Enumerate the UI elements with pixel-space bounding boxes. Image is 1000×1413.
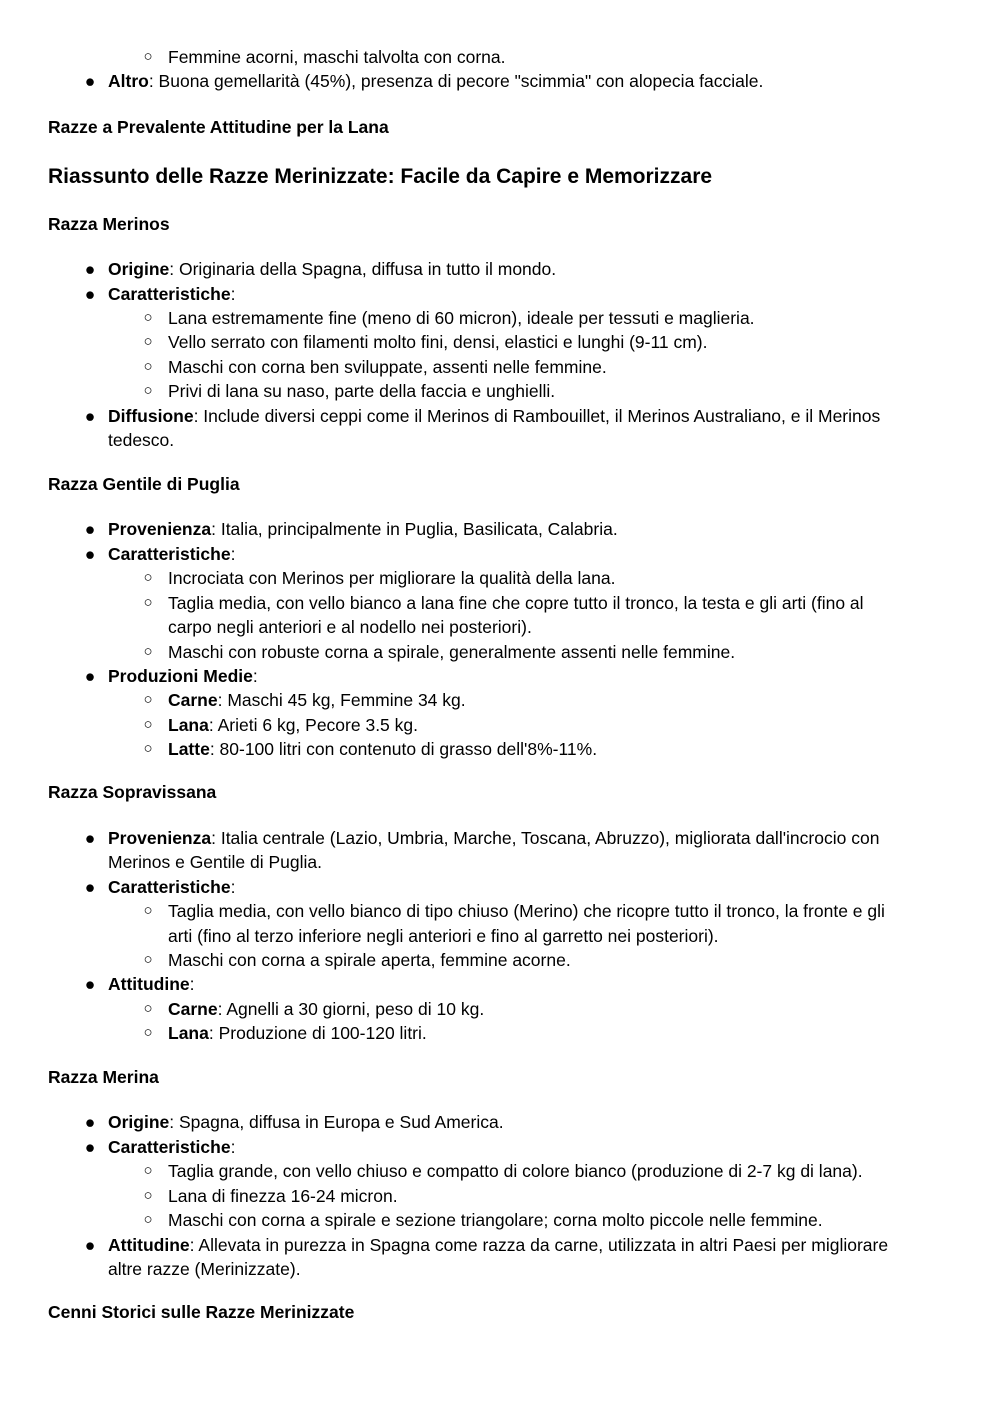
list-item-text [108, 664, 258, 689]
hollow-bullet: ○ [143, 716, 153, 733]
bullet: ● [84, 284, 96, 304]
section-heading: Razza Sopravissana [48, 782, 217, 802]
list-item-text [108, 826, 879, 851]
list-item-text [108, 972, 195, 997]
list-item-continuation: altre razze (Merinizzate). [108, 1259, 301, 1279]
term-text: : Italia, principalmente in Puglia, Basilicata, Calabria. [211, 519, 618, 539]
bullet: ● [84, 519, 96, 539]
section-heading: Razza Gentile di Puglia [48, 474, 240, 494]
term-label: Carne [168, 690, 218, 710]
list-item-text: Vello serrato con filamenti molto fini, densi, elastici e lunghi (9-11 cm). [168, 332, 708, 352]
bullet: ● [84, 666, 96, 686]
term-text: : Maschi 45 kg, Femmine 34 kg. [217, 690, 466, 710]
list-item-text [108, 1135, 235, 1160]
list-item-text: Taglia media, con vello bianco a lana fine che copre tutto il tronco, la testa e gli arti (fino al [168, 593, 864, 613]
list-item-text [108, 1110, 504, 1135]
page-title: Riassunto delle Razze Merinizzate: Facile da Capire e Memorizzare [48, 165, 713, 188]
list-item-text [168, 688, 466, 713]
term-text: : Include diversi ceppi come il Merinos di Rambouillet, il Merinos Australiano, e il Merinos [193, 406, 881, 426]
list-item-text [108, 282, 235, 307]
hollow-bullet: ○ [143, 48, 153, 65]
term-label: Attitudine [108, 974, 190, 994]
hollow-bullet: ○ [143, 740, 153, 757]
list-item-continuation: Merinos e Gentile di Puglia. [108, 852, 322, 872]
list-item-text [168, 997, 484, 1022]
term-label: Latte [168, 739, 210, 759]
list-item-text [168, 1021, 427, 1046]
list-item-text: Maschi con corna a spirale e sezione triangolare; corna molto piccole nelle femmine. [168, 1210, 823, 1230]
term-colon: : [230, 544, 236, 564]
list-item-text [168, 713, 418, 738]
list-item-text [108, 69, 763, 94]
hollow-bullet: ○ [143, 902, 153, 919]
hollow-bullet: ○ [143, 309, 153, 326]
term-text: : 80-100 litri con contenuto di grasso dell'8%-11%. [209, 739, 598, 759]
term-colon: : [230, 284, 236, 304]
bullet: ● [84, 1112, 96, 1132]
hollow-bullet: ○ [143, 333, 153, 350]
section-heading: Cenni Storici sulle Razze Merinizzate [48, 1302, 355, 1322]
term-label: Origine [108, 1112, 170, 1132]
term-text: : Produzione di 100-120 litri. [208, 1023, 427, 1043]
term-label: Origine [108, 259, 170, 279]
hollow-bullet: ○ [143, 951, 153, 968]
section-heading: Razza Merinos [48, 214, 170, 234]
hollow-bullet: ○ [143, 1162, 153, 1179]
bullet: ● [84, 71, 96, 91]
list-item-text: Lana estremamente fine (meno di 60 micron), ideale per tessuti e maglieria. [168, 308, 755, 328]
term-text: : Agnelli a 30 giorni, peso di 10 kg. [217, 999, 485, 1019]
list-item-text [108, 517, 618, 542]
term-text: : Arieti 6 kg, Pecore 3.5 kg. [208, 715, 418, 735]
bullet: ● [84, 828, 96, 848]
list-item-text: Taglia media, con vello bianco di tipo chiuso (Merino) che ricopre tutto il tronco, la fronte e gli [168, 901, 885, 921]
term-label: Caratteristiche [108, 544, 231, 564]
hollow-bullet: ○ [143, 691, 153, 708]
hollow-bullet: ○ [143, 1211, 153, 1228]
bullet: ● [84, 1137, 96, 1157]
list-item-text: Taglia grande, con vello chiuso e compatto di colore bianco (produzione di 2-7 kg di lana). [168, 1161, 863, 1181]
section-heading: Razze a Prevalente Attitudine per la Lana [48, 117, 389, 137]
term-text: : Buona gemellarità (45%), presenza di pecore "scimmia" con alopecia facciale. [148, 71, 764, 91]
list-item-continuation: arti (fino al terzo inferiore negli anteriori e fino al garretto nei posteriori). [168, 926, 719, 946]
list-item-text: Femmine acorni, maschi talvolta con corna. [168, 47, 506, 67]
term-label: Caratteristiche [108, 1137, 231, 1157]
hollow-bullet: ○ [143, 382, 153, 399]
list-item-text [168, 737, 597, 762]
list-item-text: Lana di finezza 16-24 micron. [168, 1186, 398, 1206]
term-label: Provenienza [108, 828, 212, 848]
hollow-bullet: ○ [143, 1000, 153, 1017]
term-label: Attitudine [108, 1235, 190, 1255]
list-item-text: Privi di lana su naso, parte della faccia e unghielli. [168, 381, 556, 401]
term-text: : Originaria della Spagna, diffusa in tutto il mondo. [169, 259, 557, 279]
hollow-bullet: ○ [143, 1024, 153, 1041]
term-label: Provenienza [108, 519, 212, 539]
hollow-bullet: ○ [143, 594, 153, 611]
term-colon: : [252, 666, 258, 686]
term-label: Caratteristiche [108, 284, 231, 304]
bullet: ● [84, 877, 96, 897]
list-item-text [108, 257, 556, 282]
term-text: : Italia centrale (Lazio, Umbria, Marche, Toscana, Abruzzo), migliorata dall'incrocio con [211, 828, 880, 848]
bullet: ● [84, 544, 96, 564]
term-text: : Allevata in purezza in Spagna come razza da carne, utilizzata in altri Paesi per migliorare [189, 1235, 889, 1255]
term-colon: : [230, 877, 236, 897]
list-item-text [108, 542, 235, 567]
list-item-text: Maschi con corna ben sviluppate, assenti nelle femmine. [168, 357, 607, 377]
bullet: ● [84, 974, 96, 994]
section-heading: Razza Merina [48, 1067, 159, 1087]
term-label: Produzioni Medie [108, 666, 253, 686]
list-item-text: Incrociata con Merinos per migliorare la qualità della lana. [168, 568, 616, 588]
term-colon: : [230, 1137, 236, 1157]
term-label: Lana [168, 715, 209, 735]
term-colon: : [189, 974, 195, 994]
hollow-bullet: ○ [143, 1187, 153, 1204]
term-label: Altro [108, 71, 149, 91]
term-text: : Spagna, diffusa in Europa e Sud America. [169, 1112, 504, 1132]
term-label: Carne [168, 999, 218, 1019]
list-item-text [108, 875, 235, 900]
bullet: ● [84, 406, 96, 426]
hollow-bullet: ○ [143, 358, 153, 375]
term-label: Diffusione [108, 406, 194, 426]
bullet: ● [84, 259, 96, 279]
hollow-bullet: ○ [143, 569, 153, 586]
term-label: Caratteristiche [108, 877, 231, 897]
list-item-continuation: tedesco. [108, 430, 175, 450]
list-item-text [108, 404, 880, 429]
bullet: ● [84, 1235, 96, 1255]
hollow-bullet: ○ [143, 643, 153, 660]
term-label: Lana [168, 1023, 209, 1043]
list-item-text: Maschi con corna a spirale aperta, femmine acorne. [168, 950, 571, 970]
list-item-text: Maschi con robuste corna a spirale, generalmente assenti nelle femmine. [168, 642, 736, 662]
list-item-continuation: carpo negli anteriori e al nodello nei posteriori). [168, 617, 532, 637]
list-item-text [108, 1233, 888, 1258]
